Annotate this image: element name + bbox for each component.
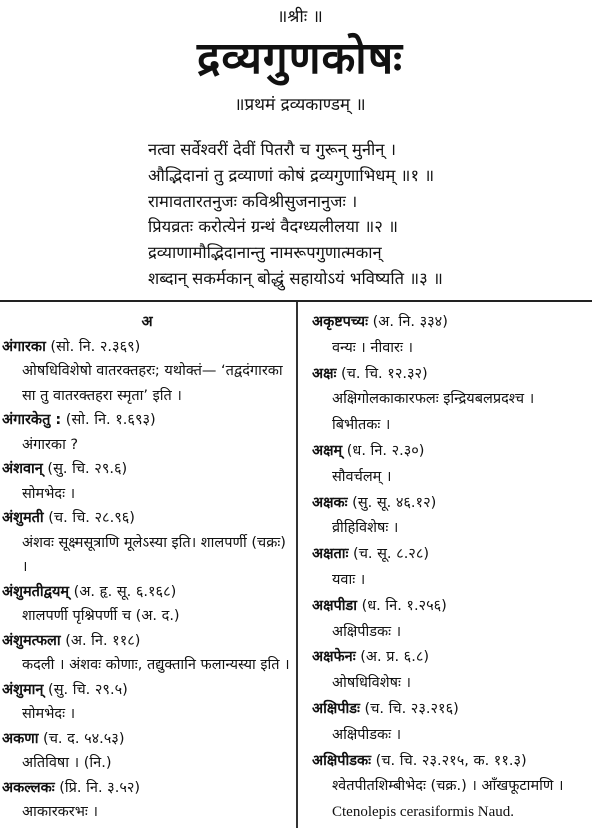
reference: (च. चि. २३.२१५, क. ११.३) bbox=[371, 752, 527, 769]
entry-heading-line bbox=[2, 335, 292, 360]
reference: (सो. नि. २.३६९) bbox=[45, 338, 141, 355]
definition: ओषधिविशेषो वातरक्तहरः; यथोक्तं— ‘तद्वदंगारका सा तु वातरक्तहरा स्मृता’ इति । bbox=[22, 363, 283, 404]
definition: अक्षिपीडकः । bbox=[332, 623, 402, 640]
entry-heading-line bbox=[312, 491, 597, 517]
entry-heading-line bbox=[312, 645, 597, 671]
reference: (सु. सू. ४६.१२) bbox=[347, 494, 437, 511]
reference: (अ. प्र. ६.८) bbox=[355, 649, 430, 666]
reference: (च. चि. २३.२१६) bbox=[359, 700, 459, 717]
definition: व्रीहिविशेषः । bbox=[332, 520, 399, 537]
reference: (ध. नि. १.२५६) bbox=[356, 597, 447, 614]
reference: (अ. हृ. सू. ६.१६८) bbox=[69, 583, 177, 600]
entry-heading-line bbox=[312, 697, 597, 723]
headword: अक्षकः bbox=[312, 494, 348, 511]
entry-heading-line bbox=[312, 594, 597, 620]
dictionary-entry bbox=[2, 457, 292, 506]
dictionary-entry bbox=[2, 408, 292, 457]
dictionary-entry bbox=[2, 727, 292, 776]
verse-line: द्रव्याणामौद्भिदानान्तु नामरूपगुणात्मकान् bbox=[148, 243, 382, 263]
entry-heading-line bbox=[2, 776, 292, 801]
headword: अकल्लकः bbox=[2, 779, 55, 796]
dictionary-entry bbox=[312, 439, 597, 491]
invocation: ॥श्रीः ॥ bbox=[277, 7, 323, 27]
definition: ओषधिविशेषः । bbox=[332, 675, 411, 692]
definition: सोमभेदः । bbox=[22, 706, 76, 722]
right-column bbox=[312, 310, 597, 826]
headword: अंगारकेतु : bbox=[2, 412, 62, 428]
definition: वन्यः । नीवारः । bbox=[332, 339, 413, 356]
entry-heading-line bbox=[312, 310, 597, 336]
dictionary-entry bbox=[2, 776, 292, 825]
headword: अक्षफेनः bbox=[312, 649, 356, 666]
headword: अक्षिपीडकः bbox=[312, 752, 372, 769]
dictionary-entry bbox=[312, 542, 597, 594]
section-letter: अ bbox=[141, 314, 153, 330]
definition: शालपर्णी पृश्निपर्णी च (अ. द.) bbox=[22, 608, 180, 624]
reference: (सु. चि. २९.५) bbox=[43, 681, 128, 698]
dictionary-entry bbox=[312, 310, 597, 362]
reference: (च. चि. २८.९६) bbox=[43, 510, 135, 526]
entry-heading-line bbox=[312, 749, 597, 775]
headword: अक्षिपीडः bbox=[312, 700, 360, 717]
reference: (च. चि. १२.३२) bbox=[336, 365, 428, 382]
reference: (प्रि. नि. ३.५२) bbox=[54, 779, 141, 796]
headword: अकणा bbox=[2, 730, 39, 747]
entry-heading-line bbox=[2, 457, 292, 482]
headword: अक्षताः bbox=[312, 546, 349, 563]
opening-verses bbox=[148, 137, 443, 292]
definition: सोमभेदः । bbox=[22, 485, 76, 502]
entry-heading-line bbox=[312, 542, 597, 568]
dictionary-entry bbox=[2, 580, 292, 629]
dictionary-entry bbox=[2, 335, 292, 409]
dictionary-entry bbox=[2, 506, 292, 580]
subtitle: ॥प्रथमं द्रव्यकाण्डम् ॥ bbox=[234, 95, 366, 115]
verse-line: नत्वा सर्वेश्वरीं देवीं पितरौ च गुरून् मुनीन् । bbox=[148, 140, 396, 159]
dictionary-entry bbox=[312, 491, 597, 543]
verse-line: रामावतारतनुजः कविश्रीसुजनानुजः । bbox=[148, 191, 358, 211]
headword: अकृष्टपच्यः bbox=[312, 314, 368, 330]
dictionary-entry bbox=[312, 645, 597, 697]
headword: अंशुमती bbox=[2, 510, 44, 526]
definition: आकारकरभः । bbox=[22, 804, 98, 820]
reference: (च. सू. ८.२८) bbox=[348, 546, 430, 563]
headword: अक्षम् bbox=[312, 442, 343, 459]
reference: (सु. चि. २९.६) bbox=[42, 461, 128, 477]
column-divider bbox=[296, 302, 298, 828]
definition: बिभीतकः । bbox=[332, 417, 391, 434]
definition: अक्षिगोलकाकारफलः इन्द्रियबलप्रदश्च । bbox=[332, 391, 535, 408]
headword: अंशवान् bbox=[2, 461, 43, 477]
definition: अंशवः सूक्ष्मसूत्राणि मूलेऽस्या इति। शालपर्णी (चक्रः) । bbox=[22, 534, 286, 575]
entry-heading-line bbox=[2, 629, 292, 654]
reference: (सो. नि. १.६९३) bbox=[61, 412, 156, 428]
dictionary-entry bbox=[2, 629, 292, 678]
entry-heading-line bbox=[2, 580, 292, 605]
definition: यवाः । bbox=[332, 571, 366, 588]
reference: (अ. नि. ३३४) bbox=[368, 314, 448, 330]
dictionary-entry bbox=[312, 594, 597, 646]
verse-line: शब्दान् सकर्मकान् बोद्धुं सहायोऽयं भविष्यति ॥३ ॥ bbox=[148, 268, 443, 288]
dictionary-entry bbox=[312, 362, 597, 439]
entry-heading-line bbox=[2, 727, 292, 752]
headword: अक्षपीडा bbox=[312, 597, 357, 614]
definition: अक्षिपीडकः । bbox=[332, 726, 402, 743]
definition: सौवर्चलम् । bbox=[332, 468, 392, 485]
entry-heading-line bbox=[312, 439, 597, 465]
verse-line: औद्भिदानां तु द्रव्याणां कोषं द्रव्यगुणाभिधम् ॥१ ॥ bbox=[148, 165, 435, 185]
headword: अंगारका bbox=[2, 338, 46, 355]
dictionary-entry bbox=[312, 697, 597, 749]
definition: श्वेतपीतशिम्बीभेदः (चक्र.) । आँखफूटामणि । bbox=[332, 778, 564, 795]
dictionary-entry bbox=[2, 678, 292, 727]
entry-heading-line bbox=[2, 506, 292, 531]
page-title: द्रव्यगुणकोषः bbox=[196, 33, 404, 84]
definition: अंगारका ? bbox=[22, 436, 79, 453]
entry-heading-line bbox=[2, 678, 292, 703]
headword: अक्षः bbox=[312, 365, 337, 382]
dictionary-entry bbox=[312, 749, 597, 826]
headword: अंशुमतीद्वयम् bbox=[2, 583, 70, 600]
entry-heading-line bbox=[2, 408, 292, 433]
headword: अंशुमत्फला bbox=[2, 632, 61, 649]
verse-line: प्रियव्रतः करोत्येनं ग्रन्थं वैदग्ध्यलीलया ॥२ ॥ bbox=[148, 217, 399, 237]
reference: (च. द. ५४.५३) bbox=[38, 730, 125, 747]
left-column bbox=[2, 310, 292, 825]
entry-heading-line bbox=[312, 362, 597, 388]
definition: अतिविषा । (नि.) bbox=[22, 755, 112, 771]
reference: (अ. नि. ११८) bbox=[60, 632, 141, 649]
reference: (ध. नि. २.३०) bbox=[342, 442, 425, 459]
headword: अंशुमान् bbox=[2, 681, 44, 698]
definition: कदली । अंशवः कोणाः, तद्युक्तानि फलान्यस्या इति । bbox=[22, 657, 290, 673]
botanical-name: Ctenolepis cerasiformis Naud. bbox=[332, 804, 515, 821]
